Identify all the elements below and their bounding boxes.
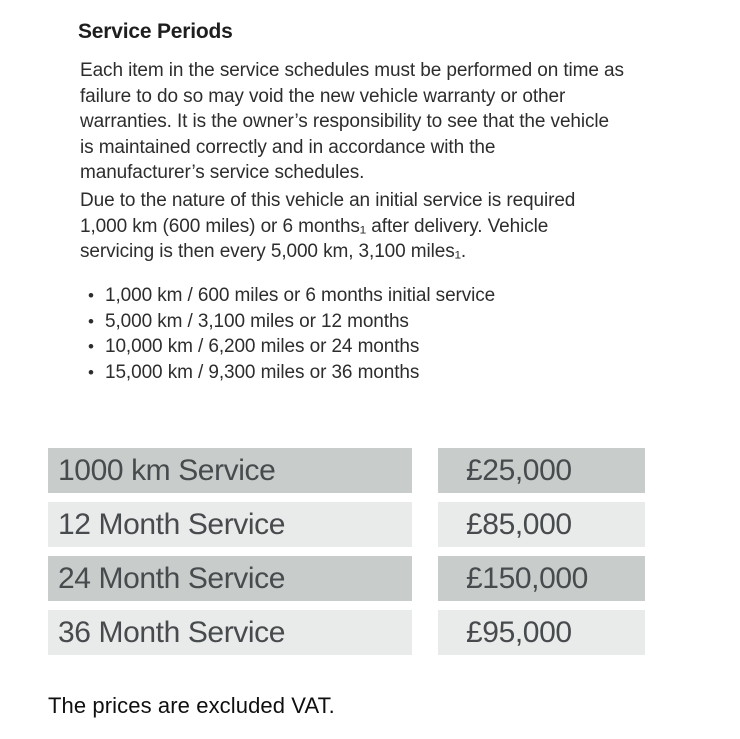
paragraph-line: is maintained correctly and in accordance with the [80,136,496,158]
table-cell-price: £85,000 [438,502,645,547]
list-item [88,309,495,335]
paragraph-service-schedules [80,58,624,186]
bullet-icon: • [88,311,94,331]
paragraph-line: Each item in the service schedules must be performed on time as [80,60,624,81]
list-item [88,360,495,386]
paragraph-line: servicing is then every 5,000 km, 3,100 miles₁. [80,241,467,262]
list-item-text: 10,000 km / 6,200 miles or 24 months [105,336,420,357]
list-item [88,283,495,309]
list-item-text: 1,000 km / 600 miles or 6 months initial service [105,285,496,306]
bullet-icon: • [88,286,94,305]
bullet-icon: • [88,337,94,356]
service-interval-list [88,283,495,385]
service-price-table [48,448,645,655]
table-cell-service-name: 12 Month Service [48,502,412,547]
table-cell-price: £25,000 [438,448,645,493]
paragraph-line: failure to do so may void the new vehicle warranty or other [80,85,566,107]
paragraph-line: 1,000 km (600 miles) or 6 months₁ after delivery. Vehicle [80,215,549,237]
table-cell-price: £95,000 [438,610,645,655]
paragraph-initial-service [80,188,575,265]
table-cell-service-name: 1000 km Service [48,448,412,493]
table-cell-price: £150,000 [438,556,645,601]
table-cell-service-name: 36 Month Service [48,610,412,655]
page-title: Service Periods [78,20,233,43]
bullet-icon: • [88,362,94,382]
list-item-text: 5,000 km / 3,100 miles or 12 months [105,310,409,332]
list-item [88,334,495,360]
paragraph-line: Due to the nature of this vehicle an initial service is required [80,190,576,211]
paragraph-line: warranties. It is the owner’s responsibility to see that the vehicle [80,111,609,132]
table-cell-service-name: 24 Month Service [48,556,412,601]
vat-note: The prices are excluded VAT. [48,693,335,718]
paragraph-line: manufacturer’s service schedules. [80,162,365,183]
list-item-text: 15,000 km / 9,300 miles or 36 months [105,361,420,383]
